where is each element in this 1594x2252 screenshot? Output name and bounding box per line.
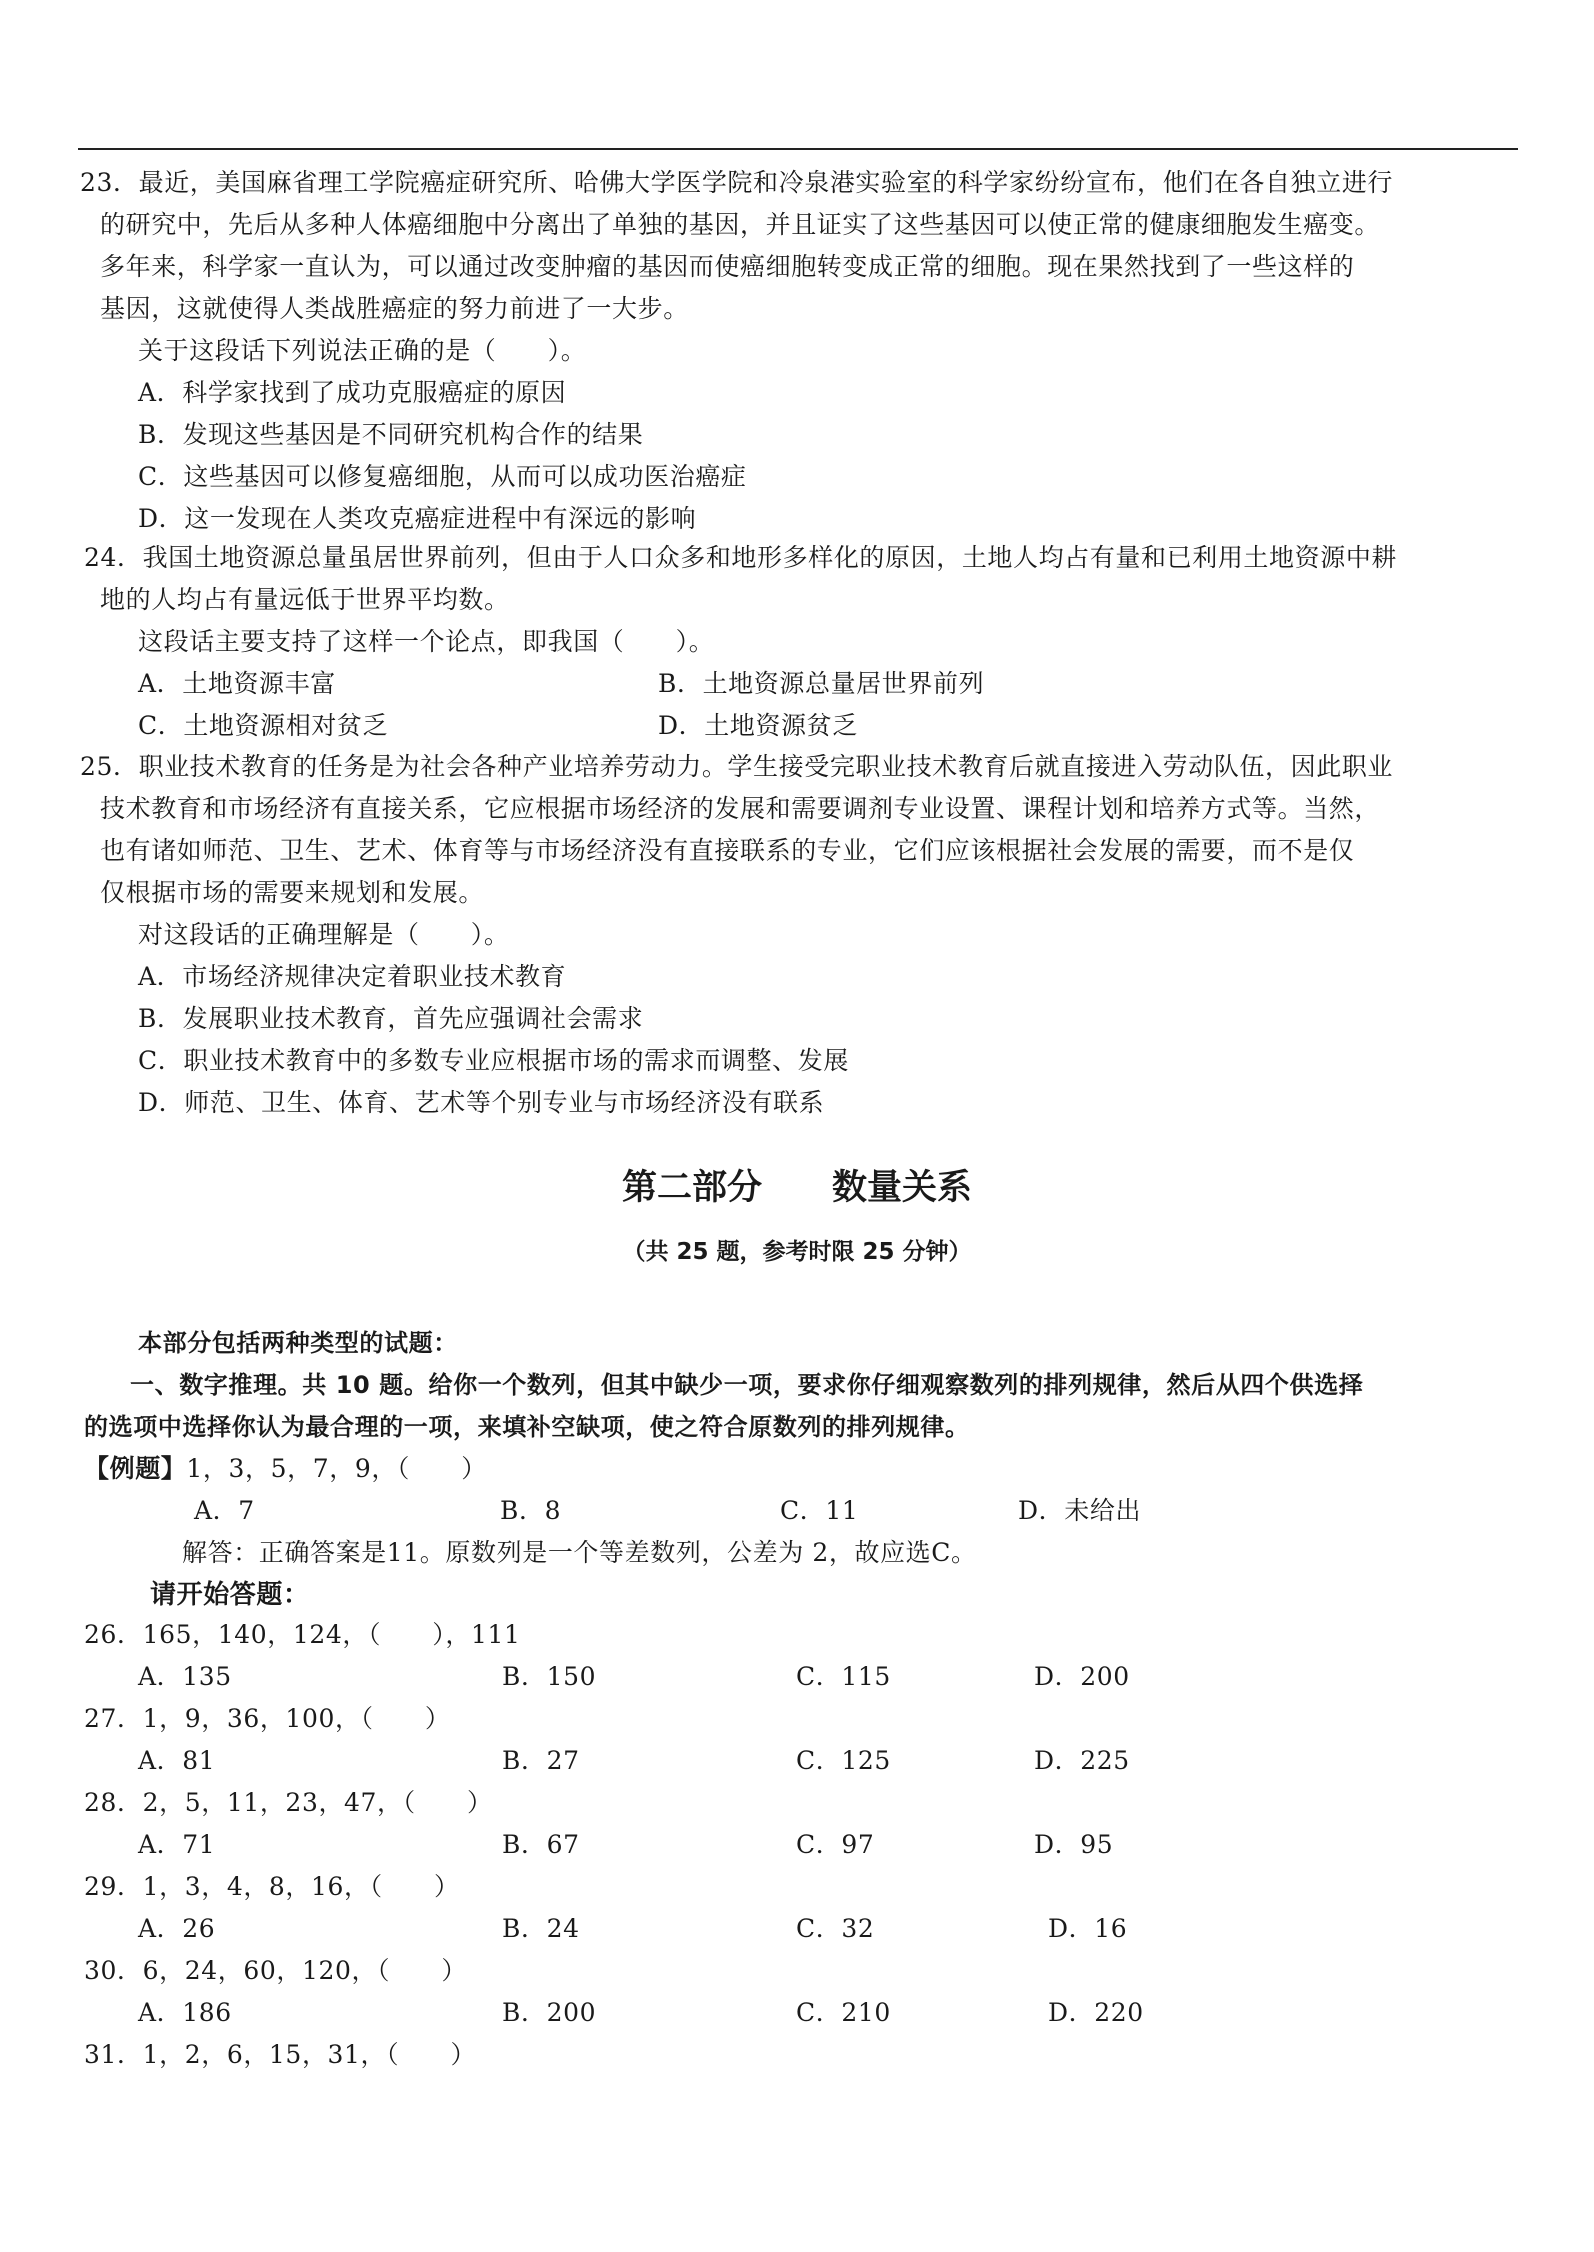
question-prompt: 关于这段话下列说法正确的是（ ）。 xyxy=(138,336,587,365)
option-c: C．职业技术教育中的多数专业应根据市场的需求而调整、发展 xyxy=(138,1046,849,1075)
option-b: B．24 xyxy=(502,1914,580,1943)
intro-line: 本部分包括两种类型的试题： xyxy=(138,1329,458,1357)
option-a: A．7 xyxy=(194,1496,255,1525)
option-a: A．186 xyxy=(138,1998,232,2027)
option-b: B．发现这些基因是不同研究机构合作的结果 xyxy=(138,420,644,449)
header-rule xyxy=(78,148,1518,150)
question-text-line: 基因，这就使得人类战胜癌症的努力前进了一大步。 xyxy=(100,294,689,323)
option-b: B．27 xyxy=(502,1746,580,1775)
question-text-line: 地的人均占有量远低于世界平均数。 xyxy=(100,585,510,614)
option-b: B．8 xyxy=(500,1496,562,1525)
example-answer: 解答：正确答案是11。原数列是一个等差数列，公差为 2，故应选C。 xyxy=(182,1538,977,1567)
option-a: A．71 xyxy=(138,1830,216,1859)
option-d: D．220 xyxy=(1048,1998,1144,2027)
example-line xyxy=(84,1452,487,1486)
option-c: C．115 xyxy=(796,1662,891,1691)
example-sequence: 1，3，5，7，9，（ ） xyxy=(186,1454,487,1483)
option-d: D．未给出 xyxy=(1018,1496,1142,1525)
option-b: B．土地资源总量居世界前列 xyxy=(658,669,985,698)
option-c: C．32 xyxy=(796,1914,875,1943)
option-c: C．土地资源相对贫乏 xyxy=(138,711,389,740)
option-d: D．这一发现在人类攻克癌症进程中有深远的影响 xyxy=(138,504,697,533)
question-prompt: 这段话主要支持了这样一个论点，即我国（ ）。 xyxy=(138,627,715,656)
question-text-line: 24．我国土地资源总量虽居世界前列，但由于人口众多和地形多样化的原因，土地人均占有量和已利用土地资源中耕 xyxy=(84,543,1398,572)
question-text: 31．1，2，6，15，31，（ ） xyxy=(84,2040,477,2069)
option-b: B．150 xyxy=(502,1662,597,1691)
option-c: C．11 xyxy=(780,1496,859,1525)
option-a: A．土地资源丰富 xyxy=(138,669,336,698)
question-text-line: 也有诸如师范、卫生、艺术、体育等与市场经济没有直接联系的专业，它们应该根据社会发展的需要，而不是仅 xyxy=(100,836,1355,865)
question-prompt: 对这段话的正确理解是（ ）。 xyxy=(138,920,510,949)
start-label: 请开始答题： xyxy=(150,1580,310,1610)
option-b: B．200 xyxy=(502,1998,597,2027)
question-text-line: 的研究中，先后从多种人体癌细胞中分离出了单独的基因，并且证实了这些基因可以使正常的健康细胞发生癌变。 xyxy=(100,210,1381,239)
question-text-line: 25．职业技术教育的任务是为社会各种产业培养劳动力。学生接受完职业技术教育后就直接进入劳动队伍，因此职业 xyxy=(80,752,1394,781)
question-text: 26．165，140，124，（ ），111 xyxy=(84,1620,521,1649)
question-text-line: 技术教育和市场经济有直接关系，它应根据市场经济的发展和需要调剂专业设置、课程计划和培养方式等。当然， xyxy=(100,794,1381,823)
question-text: 29．1，3，4，8，16，（ ） xyxy=(84,1872,460,1901)
option-c: C．210 xyxy=(796,1998,891,2027)
option-d: D．土地资源贫乏 xyxy=(658,711,858,740)
question-text-line: 仅根据市场的需要来规划和发展。 xyxy=(100,878,485,907)
question-text: 27．1，9，36，100，（ ） xyxy=(84,1704,451,1733)
option-a: A．26 xyxy=(138,1914,216,1943)
option-b: B．67 xyxy=(502,1830,580,1859)
option-c: C．97 xyxy=(796,1830,875,1859)
question-text-line: 23．最近，美国麻省理工学院癌症研究所、哈佛大学医学院和冷泉港实验室的科学家纷纷宣布，他们在各自独立进行 xyxy=(80,168,1394,197)
option-d: D．师范、卫生、体育、艺术等个别专业与市场经济没有联系 xyxy=(138,1088,825,1117)
option-c: C．这些基因可以修复癌细胞，从而可以成功医治癌症 xyxy=(138,462,747,491)
intro-line: 一、数字推理。共 10 题。给你一个数列，但其中缺少一项，要求你仔细观察数列的排列规律，然后从四个供选择 xyxy=(130,1371,1364,1399)
option-a: A．135 xyxy=(138,1662,232,1691)
question-text: 30．6，24，60，120，（ ） xyxy=(84,1956,467,1985)
intro-line: 的选项中选择你认为最合理的一项，来填补空缺项，使之符合原数列的排列规律。 xyxy=(84,1413,970,1441)
option-d: D．200 xyxy=(1034,1662,1130,1691)
section-subtitle: （共 25 题，参考时限 25 分钟） xyxy=(622,1239,972,1265)
option-a: A．81 xyxy=(138,1746,216,1775)
section-title: 第二部分 数量关系 xyxy=(621,1168,972,1208)
option-a: A．市场经济规律决定着职业技术教育 xyxy=(138,962,567,991)
option-a: A．科学家找到了成功克服癌症的原因 xyxy=(138,378,567,407)
example-label: 【例题】 xyxy=(84,1454,187,1483)
question-text-line: 多年来，科学家一直认为，可以通过改变肿瘤的基因而使癌细胞转变成正常的细胞。现在果然找到了一些这样的 xyxy=(100,252,1355,281)
option-d: D．225 xyxy=(1034,1746,1130,1775)
option-d: D．95 xyxy=(1034,1830,1114,1859)
option-c: C．125 xyxy=(796,1746,891,1775)
option-b: B．发展职业技术教育，首先应强调社会需求 xyxy=(138,1004,644,1033)
option-d: D．16 xyxy=(1048,1914,1128,1943)
question-text: 28．2，5，11，23，47，（ ） xyxy=(84,1788,493,1817)
